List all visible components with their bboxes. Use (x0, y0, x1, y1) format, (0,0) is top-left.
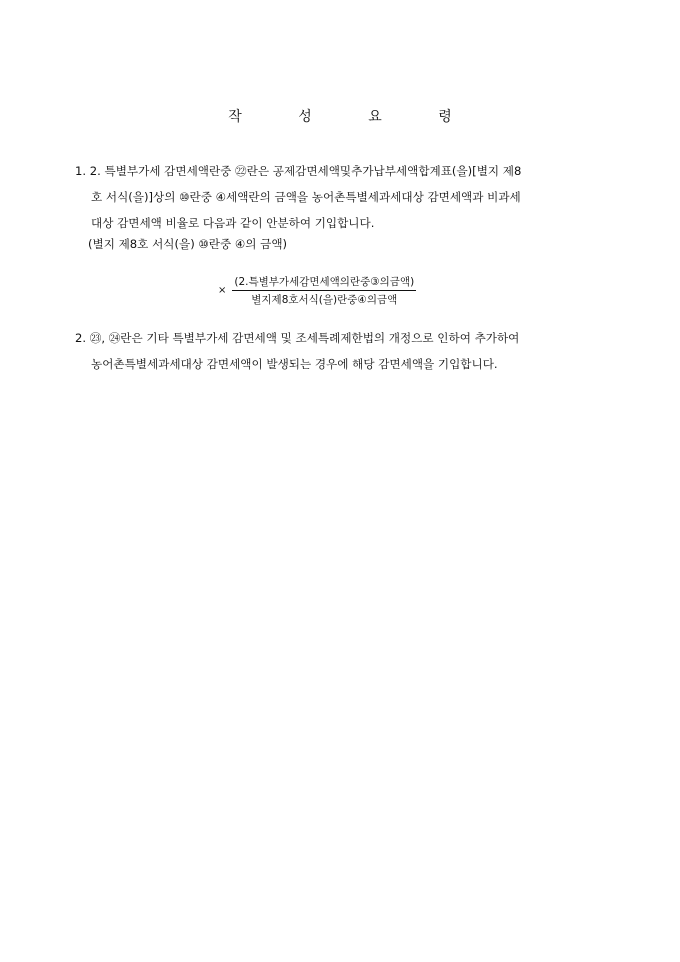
item-2-line-2: 농어촌특별세과세대상 감면세액이 발생되는 경우에 해당 감면세액을 기입합니다. (91, 357, 498, 371)
item-1-line-3: 대상 감면세액 비율로 다음과 같이 안분하여 기입합니다. (91, 216, 375, 230)
formula-note: (별지 제8호 서식(을) ⑩란중 ④의 금액) (88, 237, 288, 251)
item-1-line-1: 1. 2. 특별부가세 감면세액란중 ㉒란은 공제감면세액및추가납부세액합계표(을)[별지 제8 (75, 164, 522, 178)
item-1-line-2: 호 서식(을)]상의 ⑩란중 ④세액란의 금액을 농어촌특별세과세대상 감면세액과 비과세 (91, 190, 521, 204)
instruction-item-2 (75, 325, 595, 377)
formula-numerator: (2.특별부가세감면세액의란중③의금액) (232, 274, 416, 291)
formula-fraction (232, 274, 416, 307)
allocation-formula (218, 274, 416, 307)
multiply-sign: × (218, 285, 227, 296)
item-2-line-1: 2. ㉓, ㉔란은 기타 특별부가세 감면세액 및 조세특례제한법의 개정으로 인하여 추가하여 (75, 331, 520, 345)
instruction-item-1 (75, 158, 595, 236)
document-title: 작 성 요 령 (228, 109, 478, 125)
formula-denominator: 별지제8호서식(을)란중④의금액 (251, 294, 398, 306)
